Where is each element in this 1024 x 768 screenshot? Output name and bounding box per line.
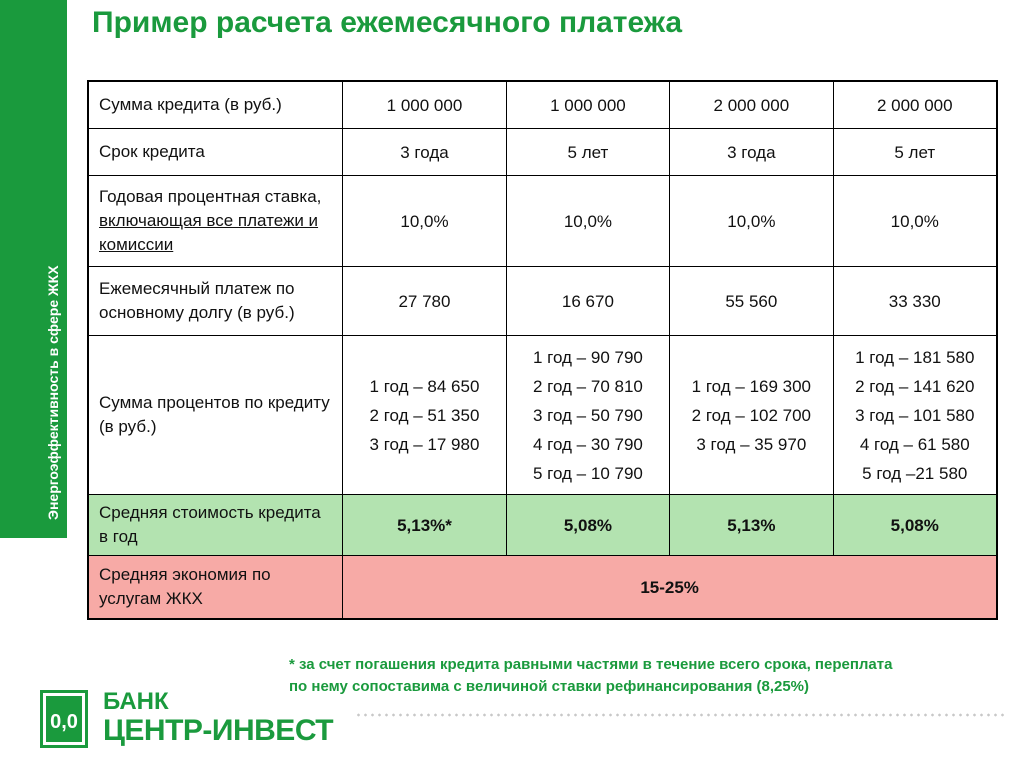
table-cell xyxy=(343,336,506,495)
table-row-loan-term xyxy=(88,129,997,176)
year-line: 3 год – 35 970 xyxy=(696,434,807,454)
bank-logo-line1: БАНК xyxy=(103,688,169,715)
page-title: Пример расчета ежемесячного платежа xyxy=(92,6,683,39)
table-cell: 2 000 000 xyxy=(670,81,833,129)
table-cell: 10,0% xyxy=(833,176,997,267)
table-cell xyxy=(833,336,997,495)
table-cell: 3 года xyxy=(670,129,833,176)
table-cell: 55 560 xyxy=(670,267,833,336)
table-cell: 27 780 xyxy=(343,267,506,336)
year-line: 3 год – 101 580 xyxy=(855,405,975,425)
year-line: 1 год – 169 300 xyxy=(691,376,812,396)
year-line: 3 год – 50 790 xyxy=(532,405,643,425)
year-line: 2 год – 102 700 xyxy=(691,405,812,425)
bank-logo-icon xyxy=(40,688,88,750)
table-cell: 5,08% xyxy=(506,495,669,556)
year-line: 2 год – 51 350 xyxy=(369,405,480,425)
year-line: 2 год – 141 620 xyxy=(855,376,975,396)
table-cell: 1 000 000 xyxy=(506,81,669,129)
table-cell: 1 000 000 xyxy=(343,81,506,129)
side-caption: Энергоэффективность в сфере ЖКХ xyxy=(45,265,61,520)
footnote xyxy=(289,654,1009,698)
footnote-line: * за счет погашения кредита равными частями в течение всего срока, переплата xyxy=(289,656,893,673)
bank-logo xyxy=(40,688,350,750)
table-cell: 3 года xyxy=(343,129,506,176)
year-line: 5 год –21 580 xyxy=(862,463,968,483)
dotted-divider xyxy=(355,713,1005,717)
table-cell: 5 лет xyxy=(833,129,997,176)
table-cell: 5,13%* xyxy=(343,495,506,556)
table-cell: 5,13% xyxy=(670,495,833,556)
table-row-interest-rate xyxy=(88,176,997,267)
year-line: 3 год – 17 980 xyxy=(369,434,480,454)
row-label: Средняя экономия по услугам ЖКХ xyxy=(88,556,343,620)
logo-mark-text: 0,0 xyxy=(50,711,78,733)
table-cell: 10,0% xyxy=(506,176,669,267)
row-label-text: Годовая процентная ставка, xyxy=(99,187,322,206)
row-label: Сумма процентов по кредиту (в руб.) xyxy=(88,336,343,495)
table-cell: 2 000 000 xyxy=(833,81,997,129)
table-cell: 33 330 xyxy=(833,267,997,336)
table-cell: 5 лет xyxy=(506,129,669,176)
bank-logo-line2: ЦЕНТР-ИНВЕСТ xyxy=(103,714,334,747)
year-line: 1 год – 84 650 xyxy=(369,376,480,396)
footnote-line: по нему сопоставима с величиной ставки рефинансирования (8,25%) xyxy=(289,678,810,695)
row-label xyxy=(88,176,343,267)
table-row-interest-sum xyxy=(88,336,997,495)
table-row-average-cost xyxy=(88,495,997,556)
table-cell xyxy=(670,336,833,495)
year-line: 1 год – 90 790 xyxy=(532,347,643,367)
row-label: Средняя стоимость кредита в год xyxy=(88,495,343,556)
year-line: 1 год – 181 580 xyxy=(855,347,975,367)
row-label-underlined: включающая все платежи и комиссии xyxy=(99,211,319,254)
year-line: 5 год – 10 790 xyxy=(532,463,643,483)
year-line: 4 год – 30 790 xyxy=(532,434,643,454)
table-row-loan-amount xyxy=(88,81,997,129)
table-row-savings xyxy=(88,556,997,620)
table-row-monthly-payment xyxy=(88,267,997,336)
table-cell: 10,0% xyxy=(343,176,506,267)
table-cell: 10,0% xyxy=(670,176,833,267)
row-label: Сумма кредита (в руб.) xyxy=(88,81,343,129)
table-cell: 15-25% xyxy=(343,556,997,620)
year-line: 2 год – 70 810 xyxy=(532,376,643,396)
table-cell xyxy=(506,336,669,495)
year-line: 4 год – 61 580 xyxy=(859,434,970,454)
table-cell: 16 670 xyxy=(506,267,669,336)
row-label: Срок кредита xyxy=(88,129,343,176)
row-label: Ежемесячный платеж по основному долгу (в руб.) xyxy=(88,267,343,336)
payment-table xyxy=(87,80,998,620)
table-cell: 5,08% xyxy=(833,495,997,556)
